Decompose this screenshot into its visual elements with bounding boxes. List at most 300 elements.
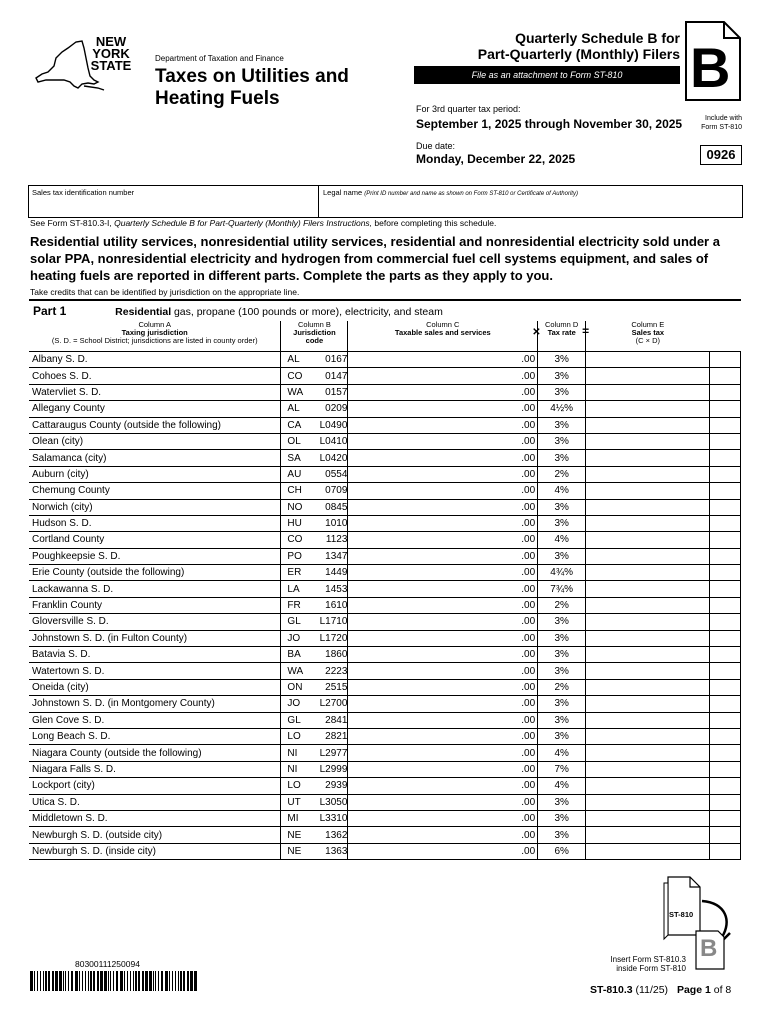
table-row	[29, 450, 741, 466]
jurisdiction-name: Johnstown S. D. (in Montgomery County)	[29, 696, 281, 712]
taxable-sales-input[interactable]: .00	[348, 483, 538, 499]
sales-tax-cents-input[interactable]	[710, 728, 741, 744]
part1-header-row	[29, 300, 741, 321]
code-number: 0157	[325, 386, 348, 398]
jurisdiction-code	[281, 696, 348, 712]
table-row	[29, 565, 741, 581]
table-row	[29, 401, 741, 417]
logo-word-york: YORK	[92, 46, 130, 61]
insert-line1: Insert Form ST-810.3	[610, 955, 686, 964]
tax-rate: 3%	[538, 630, 586, 646]
table-row	[29, 368, 741, 384]
jurisdiction-code	[281, 433, 348, 449]
jurisdiction-name: Cattaraugus County (outside the following)	[29, 417, 281, 433]
table-row	[29, 466, 741, 482]
sales-tax-input[interactable]	[586, 647, 710, 663]
taxable-sales-input[interactable]: .00	[348, 679, 538, 695]
form-id: ST-810.3	[590, 984, 633, 996]
sales-tax-input[interactable]	[586, 433, 710, 449]
sales-tax-cents-input[interactable]	[710, 433, 741, 449]
jurisdiction-name: Cortland County	[29, 532, 281, 548]
code-number: 2821	[325, 731, 348, 743]
sales-tax-cents-input[interactable]	[710, 401, 741, 417]
logo-word-state: STATE	[90, 58, 132, 73]
code-prefix: ER	[287, 567, 302, 579]
jurisdiction-code	[281, 597, 348, 613]
sales-tax-input[interactable]	[586, 728, 710, 744]
sales-tax-input[interactable]	[586, 499, 710, 515]
sales-tax-cents-input[interactable]	[710, 745, 741, 761]
sales-tax-cents-input[interactable]	[710, 352, 741, 368]
code-prefix: JO	[287, 632, 301, 644]
code-prefix: FR	[287, 600, 301, 612]
sales-tax-input[interactable]	[586, 794, 710, 810]
sales-tax-input[interactable]	[586, 565, 710, 581]
jurisdiction-code	[281, 515, 348, 531]
code-number: 0147	[325, 370, 348, 382]
col-d-title: Column D	[545, 320, 579, 329]
table-row	[29, 696, 741, 712]
equals-icon: =	[582, 324, 590, 338]
jurisdiction-code	[281, 499, 348, 515]
jurisdiction-name: Niagara Falls S. D.	[29, 761, 281, 777]
jurisdiction-name: Johnstown S. D. (in Fulton County)	[29, 630, 281, 646]
jurisdiction-code	[281, 417, 348, 433]
code-prefix: OL	[287, 436, 301, 448]
department-name: Department of Taxation and Finance	[155, 54, 284, 63]
code-number: L1710	[319, 616, 348, 628]
code-number: L2977	[319, 747, 348, 759]
tax-rate: 3%	[538, 352, 586, 368]
sales-tax-cents-input[interactable]	[710, 565, 741, 581]
legal-name-note: (Print ID number and name as shown on Form ST-810 or Certificate of Authority)	[364, 191, 578, 197]
sales-tax-cents-input[interactable]	[710, 466, 741, 482]
tax-rate: 3%	[538, 384, 586, 400]
jurisdiction-name: Norwich (city)	[29, 499, 281, 515]
taxable-sales-input[interactable]: .00	[348, 696, 538, 712]
jurisdiction-name: Salamanca (city)	[29, 450, 281, 466]
taxable-sales-input[interactable]: .00	[348, 450, 538, 466]
tax-rate: 3%	[538, 794, 586, 810]
sales-tax-id-field[interactable]	[29, 186, 319, 217]
sales-tax-input[interactable]	[586, 696, 710, 712]
taxable-sales-input[interactable]: .00	[348, 384, 538, 400]
table-row	[29, 745, 741, 761]
code-number: L0410	[319, 436, 348, 448]
taxable-sales-input[interactable]: .00	[348, 581, 538, 597]
jurisdiction-name: Auburn (city)	[29, 466, 281, 482]
table-row	[29, 597, 741, 613]
sales-tax-input[interactable]	[586, 352, 710, 368]
code-prefix: LO	[287, 780, 301, 792]
jurisdiction-code	[281, 647, 348, 663]
sales-tax-input[interactable]	[586, 515, 710, 531]
code-prefix: NE	[287, 845, 302, 857]
taxable-sales-input[interactable]: .00	[348, 778, 538, 794]
sales-tax-cents-input[interactable]	[710, 778, 741, 794]
jurisdiction-code	[281, 565, 348, 581]
code-prefix: CA	[287, 419, 302, 431]
sales-tax-cents-input[interactable]	[710, 614, 741, 630]
code-prefix: NI	[287, 747, 298, 759]
tax-rate: 3%	[538, 515, 586, 531]
tax-rate: 3%	[538, 450, 586, 466]
sales-tax-cents-input[interactable]	[710, 679, 741, 695]
table-row	[29, 532, 741, 548]
sales-tax-input[interactable]	[586, 548, 710, 564]
column-d-header	[532, 320, 590, 352]
sales-tax-input[interactable]	[586, 843, 710, 859]
jurisdiction-code	[281, 401, 348, 417]
taxable-sales-input[interactable]: .00	[348, 433, 538, 449]
code-prefix: BA	[287, 649, 301, 661]
taxable-sales-input[interactable]: .00	[348, 515, 538, 531]
code-number: L2700	[319, 698, 348, 710]
due-date: Monday, December 22, 2025	[416, 152, 576, 166]
taxable-sales-input[interactable]: .00	[348, 630, 538, 646]
col-c-title: Column C	[426, 320, 460, 329]
jurisdiction-name: Niagara County (outside the following)	[29, 745, 281, 761]
tax-rate: 2%	[538, 597, 586, 613]
taxable-sales-input[interactable]: .00	[348, 728, 538, 744]
jurisdiction-name: Erie County (outside the following)	[29, 565, 281, 581]
tax-rate: 3%	[538, 548, 586, 564]
sales-tax-cents-input[interactable]	[710, 597, 741, 613]
table-row	[29, 630, 741, 646]
code-prefix: AL	[287, 354, 300, 366]
column-b-header	[281, 321, 348, 352]
sales-tax-input[interactable]	[586, 450, 710, 466]
jurisdiction-code	[281, 745, 348, 761]
code-prefix: LA	[287, 583, 300, 595]
reporting-headline: Residential utility services, nonresidential utility services, residential and nonresidential electricity sold under a solar PPA, nonresidential electricity and hydrogen from commercial fuel cell systems equipment, and sales of heating fuels are reported in different parts. Complete the parts as they apply to you.	[30, 234, 720, 283]
taxable-sales-input[interactable]: .00	[348, 712, 538, 728]
table-row	[29, 794, 741, 810]
sales-tax-cents-input[interactable]	[710, 532, 741, 548]
code-number: 0167	[325, 354, 348, 366]
jurisdiction-code	[281, 728, 348, 744]
code-prefix: HU	[287, 518, 302, 530]
sales-tax-cents-input[interactable]	[710, 647, 741, 663]
ny-state-logo	[28, 36, 138, 96]
sales-tax-input[interactable]	[586, 466, 710, 482]
taxable-sales-input[interactable]: .00	[348, 597, 538, 613]
sales-tax-cents-input[interactable]	[710, 450, 741, 466]
table-row	[29, 417, 741, 433]
page-footer	[590, 984, 731, 996]
table-row	[29, 581, 741, 597]
identification-row	[28, 185, 743, 218]
part1-table	[29, 299, 741, 860]
jurisdiction-code	[281, 384, 348, 400]
code-number: 0709	[325, 485, 348, 497]
code-number: 1123	[325, 534, 348, 546]
tax-rate: 4¾%	[538, 565, 586, 581]
sales-tax-input[interactable]	[586, 532, 710, 548]
code-number: 2939	[325, 780, 348, 792]
sales-tax-input[interactable]	[586, 663, 710, 679]
code-prefix: ON	[287, 682, 303, 693]
barcode-icon	[30, 971, 200, 991]
taxable-sales-input[interactable]: .00	[348, 827, 538, 843]
code-prefix: NE	[287, 829, 302, 841]
tax-rate: 3%	[538, 417, 586, 433]
insert-icon-label: ST-810	[669, 910, 694, 919]
sales-tax-id-label: Sales tax identification number	[32, 188, 135, 197]
taxable-sales-input[interactable]: .00	[348, 548, 538, 564]
sales-tax-cents-input[interactable]	[710, 630, 741, 646]
jurisdiction-code	[281, 352, 348, 368]
sales-tax-cents-input[interactable]	[710, 368, 741, 384]
taxable-sales-input[interactable]: .00	[348, 532, 538, 548]
code-number: 1363	[325, 845, 348, 857]
sales-tax-input[interactable]	[586, 745, 710, 761]
schedule-title	[380, 30, 680, 62]
table-row	[29, 728, 741, 744]
code-prefix: PO	[287, 550, 302, 562]
code-number: 1362	[325, 829, 348, 841]
jurisdiction-name: Glen Cove S. D.	[29, 712, 281, 728]
tax-rate: 7¾%	[538, 581, 586, 597]
code-prefix: JO	[287, 698, 301, 710]
jurisdiction-code	[281, 778, 348, 794]
jurisdiction-code	[281, 843, 348, 859]
sales-tax-cents-input[interactable]	[710, 515, 741, 531]
jurisdiction-code	[281, 581, 348, 597]
jurisdiction-name: Long Beach S. D.	[29, 728, 281, 744]
sales-tax-cents-input[interactable]	[710, 761, 741, 777]
jurisdiction-name: Gloversville S. D.	[29, 614, 281, 630]
page-of: of 8	[713, 984, 732, 996]
code-prefix: UT	[287, 796, 301, 808]
sales-tax-cents-input[interactable]	[710, 827, 741, 843]
taxable-sales-input[interactable]: .00	[348, 368, 538, 384]
jurisdiction-name: Cohoes S. D.	[29, 368, 281, 384]
taxable-sales-input[interactable]: .00	[348, 614, 538, 630]
code-prefix: AL	[287, 403, 300, 415]
sales-tax-input[interactable]	[586, 630, 710, 646]
column-a-header	[29, 321, 281, 352]
jurisdiction-name: Hudson S. D.	[29, 515, 281, 531]
tax-rate: 3%	[538, 712, 586, 728]
code-number: 1610	[325, 600, 348, 612]
code-prefix: LO	[287, 731, 301, 743]
sales-tax-cents-input[interactable]	[710, 384, 741, 400]
jurisdiction-code	[281, 466, 348, 482]
jurisdiction-name: Oneida (city)	[29, 679, 281, 695]
code-prefix: GL	[287, 616, 301, 628]
jurisdiction-code	[281, 761, 348, 777]
table-row	[29, 761, 741, 777]
legal-name-field[interactable]	[320, 186, 742, 217]
sales-tax-cents-input[interactable]	[710, 794, 741, 810]
jurisdiction-code	[281, 368, 348, 384]
sales-tax-input[interactable]	[586, 827, 710, 843]
taxable-sales-input[interactable]: .00	[348, 565, 538, 581]
sales-tax-input[interactable]	[586, 401, 710, 417]
jurisdiction-name: Batavia S. D.	[29, 647, 281, 663]
sales-tax-input[interactable]	[586, 679, 710, 695]
jurisdiction-code	[281, 794, 348, 810]
sales-tax-input[interactable]	[586, 368, 710, 384]
table-row	[29, 614, 741, 630]
schedule-b-icon	[684, 20, 742, 102]
sales-tax-cents-input[interactable]	[710, 712, 741, 728]
sales-tax-input[interactable]	[586, 614, 710, 630]
sales-tax-cents-input[interactable]	[710, 810, 741, 826]
code-number: 0845	[325, 501, 348, 513]
col-b-sub1: Jurisdiction	[293, 328, 336, 337]
table-row	[29, 352, 741, 368]
tax-rate: 3%	[538, 696, 586, 712]
sales-tax-input[interactable]	[586, 761, 710, 777]
insert-note	[590, 955, 686, 973]
see-instructions	[30, 218, 750, 228]
schedule-title-line2: Part-Quarterly (Monthly) Filers	[477, 46, 680, 62]
table-row	[29, 433, 741, 449]
code-number: 2515	[325, 682, 348, 693]
taxable-sales-input[interactable]: .00	[348, 843, 538, 859]
jurisdiction-code	[281, 810, 348, 826]
taxable-sales-input[interactable]: .00	[348, 745, 538, 761]
col-e-sub: Sales tax	[631, 328, 665, 337]
jurisdiction-name: Lackawanna S. D.	[29, 581, 281, 597]
sales-tax-input[interactable]	[586, 778, 710, 794]
tax-rate: 3%	[538, 368, 586, 384]
jurisdiction-code	[281, 630, 348, 646]
tax-rate: 3%	[538, 499, 586, 515]
tax-rate: 6%	[538, 843, 586, 859]
code-prefix: GL	[287, 714, 301, 726]
tax-rate: 3%	[538, 614, 586, 630]
code-number: L2999	[319, 763, 348, 775]
col-b-title: Column B	[297, 320, 331, 329]
taxable-sales-input[interactable]: .00	[348, 352, 538, 368]
sales-tax-cents-input[interactable]	[710, 483, 741, 499]
barcode-number: 80300111250094	[75, 959, 140, 969]
table-row	[29, 810, 741, 826]
col-c-sub: Taxable sales and services	[394, 328, 491, 337]
col-a-title: Column A	[138, 320, 171, 329]
part1-rows	[29, 352, 741, 860]
taxable-sales-input[interactable]: .00	[348, 794, 538, 810]
sales-tax-cents-input[interactable]	[710, 696, 741, 712]
sales-tax-input[interactable]	[586, 384, 710, 400]
jurisdiction-name: Albany S. D.	[29, 352, 281, 368]
credits-note: Take credits that can be identified by jurisdiction on the appropriate line.	[30, 287, 300, 297]
sales-tax-cents-input[interactable]	[710, 548, 741, 564]
jurisdiction-code	[281, 450, 348, 466]
form-revision: (11/25)	[635, 984, 669, 996]
sales-tax-input[interactable]	[586, 417, 710, 433]
sales-tax-input[interactable]	[586, 483, 710, 499]
tax-rate: 2%	[538, 466, 586, 482]
sales-tax-cents-input[interactable]	[710, 663, 741, 679]
column-e-header	[586, 321, 710, 352]
code-prefix: MI	[287, 813, 299, 825]
see-form-italic: Quarterly Schedule B for Part-Quarterly (Monthly) Filers Instructions,	[114, 218, 373, 228]
jurisdiction-name: Poughkeepsie S. D.	[29, 548, 281, 564]
jurisdiction-name: Watervliet S. D.	[29, 384, 281, 400]
code-prefix: AU	[287, 468, 302, 480]
jurisdiction-code	[281, 712, 348, 728]
code-prefix: CH	[287, 485, 302, 497]
sales-tax-cents-input[interactable]	[710, 843, 741, 859]
jurisdiction-code	[281, 663, 348, 679]
taxable-sales-input[interactable]: .00	[348, 466, 538, 482]
jurisdiction-code	[281, 483, 348, 499]
taxable-sales-input[interactable]: .00	[348, 417, 538, 433]
include-with-note	[692, 114, 742, 132]
tax-rate: 2%	[538, 679, 586, 695]
jurisdiction-code	[281, 614, 348, 630]
tax-rate: 4%	[538, 532, 586, 548]
taxable-sales-input[interactable]: .00	[348, 401, 538, 417]
code-prefix: CO	[287, 534, 303, 546]
code-number: 1453	[325, 583, 348, 595]
code-number: 1449	[325, 567, 348, 579]
sales-tax-input[interactable]	[586, 810, 710, 826]
table-row	[29, 548, 741, 564]
col-b-sub2: code	[305, 336, 324, 345]
sales-tax-input[interactable]	[586, 597, 710, 613]
form-code: 0926	[700, 145, 742, 165]
attach-note: File as an attachment to Form ST-810	[414, 66, 680, 84]
code-prefix: WA	[287, 665, 304, 677]
period-label: For 3rd quarter tax period:	[416, 104, 521, 114]
tax-rate: 4%	[538, 778, 586, 794]
sales-tax-cents-input[interactable]	[710, 581, 741, 597]
sales-tax-input[interactable]	[586, 581, 710, 597]
tax-rate: 3%	[538, 663, 586, 679]
col-a-sub: Taxing jurisdiction	[121, 328, 188, 337]
jurisdiction-name: Chemung County	[29, 483, 281, 499]
taxable-sales-input[interactable]: .00	[348, 761, 538, 777]
sales-tax-cents-input[interactable]	[710, 499, 741, 515]
taxable-sales-input[interactable]: .00	[348, 663, 538, 679]
jurisdiction-name: Newburgh S. D. (outside city)	[29, 827, 281, 843]
taxable-sales-input[interactable]: .00	[348, 647, 538, 663]
sales-tax-input[interactable]	[586, 712, 710, 728]
page-label: Page 1	[676, 984, 711, 996]
col-a-note: (S. D. = School District; jurisdictions are listed in county order)	[51, 336, 258, 345]
table-row	[29, 647, 741, 663]
code-number: L3310	[319, 813, 348, 825]
jurisdiction-name: Lockport (city)	[29, 778, 281, 794]
sales-tax-cents-input[interactable]	[710, 417, 741, 433]
taxable-sales-input[interactable]: .00	[348, 499, 538, 515]
code-number: L1720	[319, 632, 348, 644]
form-title: Taxes on Utilities and Heating Fuels	[155, 66, 349, 109]
code-number: L0420	[319, 452, 348, 464]
code-prefix: CO	[287, 370, 303, 382]
see-form-suffix: before completing this schedule.	[374, 218, 497, 228]
jurisdiction-code	[281, 532, 348, 548]
code-number: 0554	[325, 468, 348, 480]
tax-rate: 3%	[538, 827, 586, 843]
tax-rate: 3%	[538, 810, 586, 826]
table-row	[29, 384, 741, 400]
tax-rate: 4%	[538, 745, 586, 761]
col-e-title: Column E	[631, 320, 665, 329]
jurisdiction-name: Franklin County	[29, 597, 281, 613]
taxable-sales-input[interactable]: .00	[348, 810, 538, 826]
column-c-header	[348, 320, 541, 352]
tax-rate: 7%	[538, 761, 586, 777]
jurisdiction-name: Watertown S. D.	[29, 663, 281, 679]
schedule-letter: B	[690, 36, 731, 99]
times-icon: ✕	[532, 327, 541, 338]
